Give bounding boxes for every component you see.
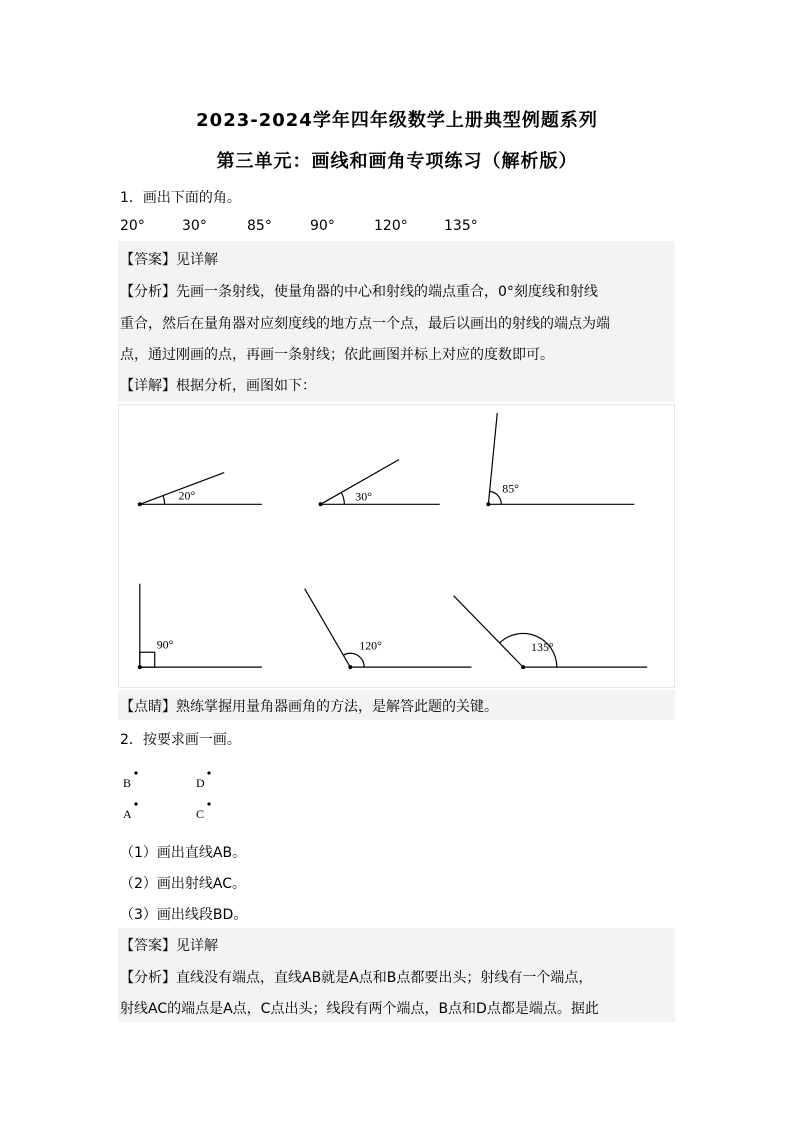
point-label: B xyxy=(123,776,132,790)
q2-analysis-line: 射线AC的端点是A点，C点出头；线段有两个端点，B点和D点都是端点。据此 xyxy=(120,1001,599,1017)
angle-item: 90° xyxy=(310,218,335,234)
angle-label: 120° xyxy=(359,638,382,653)
q2-item: （2）画出射线AC。 xyxy=(120,876,247,892)
point-label: D xyxy=(196,776,205,790)
page-title: 2023-2024学年四年级数学上册典型例题系列 xyxy=(196,110,598,131)
angle-list xyxy=(120,218,478,234)
angle-item: 135° xyxy=(444,218,478,234)
question-1: 1．画出下面的角。 xyxy=(120,190,241,206)
angle-label: 85° xyxy=(502,481,519,496)
q1-analysis-line: 点，通过刚画的点，再画一条射线；依此画图并标上对应的度数即可。 xyxy=(120,347,554,363)
angle-item: 85° xyxy=(247,218,272,234)
angle-label: 20° xyxy=(178,488,196,503)
q2-answer: 【答案】见详解 xyxy=(120,938,218,954)
points-figure xyxy=(118,765,258,825)
q1-detail: 【详解】根据分析，画图如下： xyxy=(120,378,316,394)
angle-label: 90° xyxy=(156,637,174,652)
angle-item: 30° xyxy=(182,218,207,234)
angle-item: 120° xyxy=(374,218,408,234)
q2-analysis-line: 【分析】直线没有端点，直线AB就是A点和B点都要出头；射线有一个端点， xyxy=(120,970,593,986)
q2-item: （1）画出直线AB。 xyxy=(120,845,247,861)
page-subtitle: 第三单元：画线和画角专项练习（解析版） xyxy=(216,151,578,172)
question-2: 2．按要求画一画。 xyxy=(120,732,241,748)
angle-label: 135° xyxy=(531,640,554,655)
angle-figure xyxy=(118,404,675,688)
q1-analysis-line: 重合，然后在量角器对应刻度线的地方点一个点，最后以画出的射线的端点为端 xyxy=(120,316,610,332)
q1-analysis-line: 【分析】先画一条射线，使量角器的中心和射线的端点重合，0°刻度线和射线 xyxy=(120,284,598,300)
q2-item: （3）画出线段BD。 xyxy=(120,907,248,923)
q1-comment: 【点睛】熟练掌握用量角器画角的方法，是解答此题的关键。 xyxy=(120,699,498,715)
q1-answer: 【答案】见详解 xyxy=(120,252,218,268)
point-label: C xyxy=(196,807,205,821)
angle-label: 30° xyxy=(355,489,372,504)
angle-item: 20° xyxy=(120,218,145,234)
point-label: A xyxy=(123,807,132,821)
